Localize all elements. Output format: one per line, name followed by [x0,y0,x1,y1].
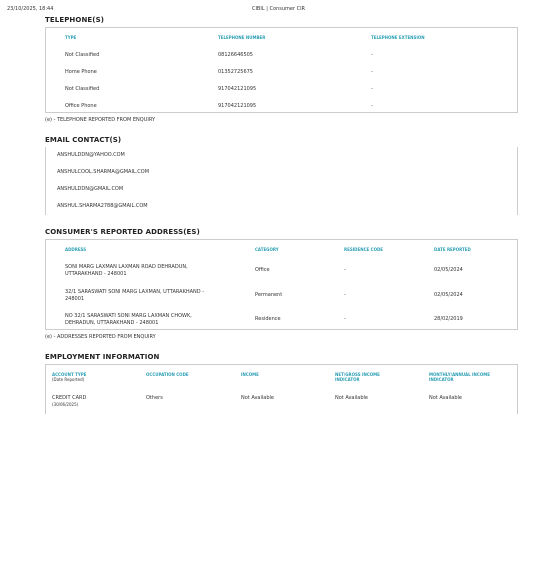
col-date-reported: DATE REPORTED [434,247,471,252]
col-address: ADDRESS [65,247,87,252]
list-item: ANSHUL.SHARMA2788@GMAIL.COM [57,203,148,209]
table-row-address: 32/1 SARASWATI SONI MARG LAXMAN, UTTARAKHAND - 248001 [65,289,205,302]
table-row-ext: - [371,69,373,75]
list-item: ANSHULCOOL.SHARMA@GMAIL.COM [57,169,150,175]
table-row-category: Residence [255,316,281,322]
emails-right-border [517,147,518,215]
col-monthly-annual: MONTHLY/ANNUAL INCOME INDICATOR [429,372,490,382]
table-row-ext: - [371,52,373,58]
table-row-net-gross: Not Available [335,395,368,401]
table-row-ext: - [371,103,373,109]
table-row-address: SONI MARG LAXMAN LAXMAN ROAD DEHRADUN, UTTARAKHAND - 248001 [65,264,188,277]
emails-title: EMAIL CONTACT(S) [45,136,122,144]
list-item: ANSHULDDN@YAHOO.COM [57,152,125,158]
table-row-occupation: Others [146,395,163,401]
addresses-table [45,239,518,330]
col-income: INCOME [241,372,259,377]
col-account-sub: (Date Reported) [52,377,85,382]
emails-left-border [45,147,46,215]
col-category: CATEGORY [255,247,279,252]
table-row-date: 02/05/2024 [434,267,463,273]
telephones-note: (e) - TELEPHONE REPORTED FROM ENQUIRY [45,117,156,123]
col-net-gross: NET/GROSS INCOME INDICATOR [335,372,380,382]
col-occupation: OCCUPATION CODE [146,372,189,377]
col-telephone-number: TELEPHONE NUMBER [218,35,266,40]
employment-left-border [45,364,46,414]
print-datetime: 23/10/2025, 18:44 [7,6,54,12]
table-row-code: - [344,292,346,298]
addresses-note: (e) - ADDRESSES REPORTED FROM ENQUIRY [45,334,156,340]
table-row-type: Not Classified [65,86,100,92]
table-row-type: Office Phone [65,103,97,109]
table-row-category: Permanent [255,292,283,298]
addresses-title: CONSUMER'S REPORTED ADDRESS(ES) [45,228,200,236]
employment-title: EMPLOYMENT INFORMATION [45,353,160,361]
page-title: CIBIL | Consumer CIR [251,6,306,12]
col-telephone-extension: TELEPHONE EXTENSION [371,35,425,40]
table-row-number: 917042121095 [218,86,257,92]
col-account-type: ACCOUNT TYPE [52,372,87,377]
table-row-type: Home Phone [65,69,97,75]
table-row-number: 01352725675 [218,69,253,75]
telephones-title: TELEPHONE(S) [45,16,105,24]
table-row-date: (30/06/2025) [52,402,79,407]
table-row-code: - [344,267,346,273]
col-type: TYPE [65,35,77,40]
employment-top-border [45,364,518,365]
col-residence-code: RESIDENCE CODE [344,247,384,252]
table-row-date: 28/02/2019 [434,316,463,322]
table-row-account-type: CREDIT CARD [52,395,87,401]
telephones-table [45,27,518,113]
employment-right-border [517,364,518,414]
table-row-date: 02/05/2024 [434,292,463,298]
table-row-address: NO 32/1 SARASWATI SONI MARG LAXMAN CHOWK, DEHRADUN, UTTARAKHAND - 248001 [65,313,192,326]
table-row-ext: - [371,86,373,92]
table-row-monthly: Not Available [429,395,462,401]
page-header [7,6,550,14]
table-row-category: Office [255,267,270,273]
table-row-income: Not Available [241,395,274,401]
table-row-number: 917042121095 [218,103,257,109]
table-row-number: 08126646505 [218,52,253,58]
table-row-code: - [344,316,346,322]
list-item: ANSHULDDN@GMAIL.COM [57,186,124,192]
table-row-type: Not Classified [65,52,100,58]
